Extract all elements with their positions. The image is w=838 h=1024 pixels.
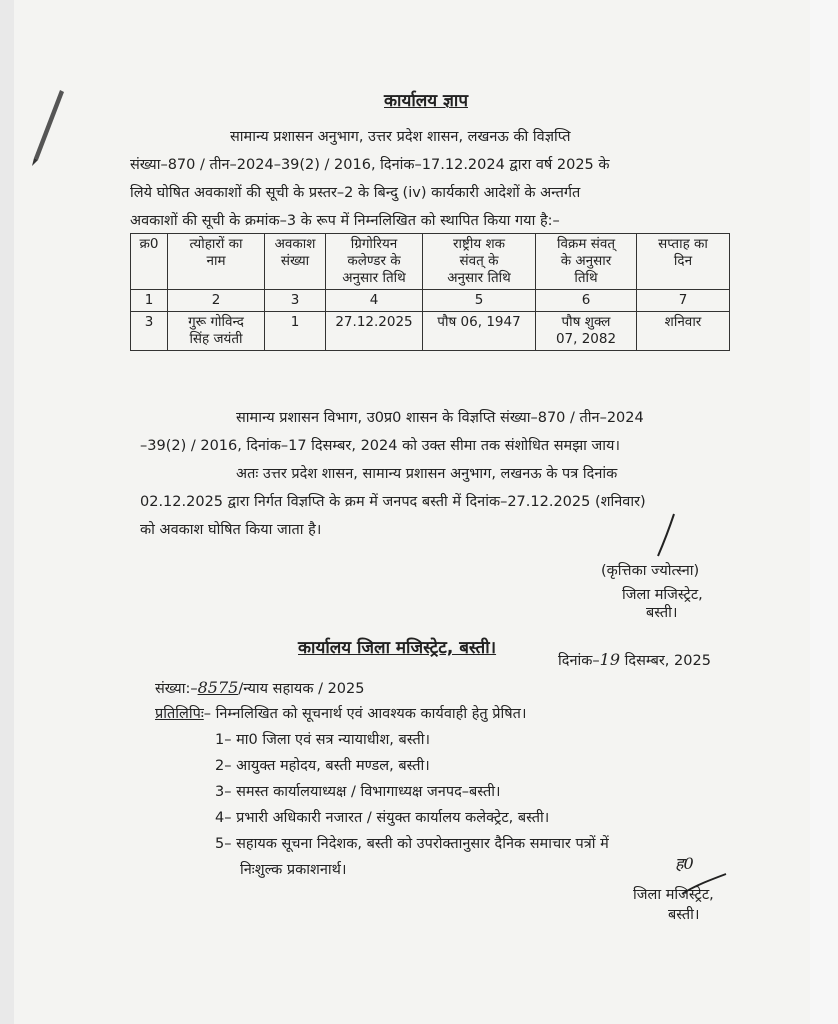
table-header-cell: विक्रम संवत् के अनुसार तिथि xyxy=(536,234,637,290)
holiday-table xyxy=(130,233,730,351)
table-header-cell: राष्ट्रीय शक संवत् के अनुसार तिथि xyxy=(423,234,536,290)
para2-line2: –39(2) / 2016, दिनांक–17 दिसम्बर, 2024 को उक्त सीमा तक संशोधित समझा जाय। xyxy=(140,438,620,454)
table-cell: गुरू गोविन्द सिंह जयंती xyxy=(168,312,265,351)
list-item: 3– समस्त कार्यालयाध्यक्ष / विभागाध्यक्ष जनपद–बस्ती। xyxy=(215,784,501,800)
table-cell: 1 xyxy=(265,312,326,351)
table-cell: पौष शुक्ल 07, 2082 xyxy=(536,312,637,351)
table-header-cell: सप्ताह का दिन xyxy=(637,234,730,290)
list-item: निःशुल्क प्रकाशनार्थ। xyxy=(240,862,347,878)
para1-line1: सामान्य प्रशासन अनुभाग, उत्तर प्रदेश शासन, लखनऊ की विज्ञप्ति xyxy=(230,129,571,145)
signatory-place: बस्ती। xyxy=(646,605,678,621)
signature-initial: ह0 xyxy=(675,854,694,873)
table-header-cell: अवकाश संख्या xyxy=(265,234,326,290)
para1-line3: लिये घोषित अवकाशों की सूची के प्रस्तर–2 के बिन्दु (iv) कार्यकारी आदेशों के अन्तर्गत xyxy=(130,185,581,201)
para1-line2: संख्या–870 / तीन–2024–39(2) / 2016, दिनांक–17.12.2024 द्वारा वर्ष 2025 के xyxy=(130,157,610,173)
table-header-cell: क्र0 xyxy=(131,234,168,290)
table-cell: 7 xyxy=(637,290,730,312)
table-cell: 27.12.2025 xyxy=(326,312,423,351)
para1-line4: अवकाशों की सूची के क्रमांक–3 के रूप में निम्नलिखित को स्थापित किया गया है:– xyxy=(130,213,560,229)
copy-intro: प्रतिलिपिः– निम्नलिखित को सूचनार्थ एवं आवश्यक कार्यवाही हेतु प्रेषित। xyxy=(155,706,527,722)
table-header-cell: त्योहारों का नाम xyxy=(168,234,265,290)
page-margin xyxy=(810,0,838,1024)
table-cell: 2 xyxy=(168,290,265,312)
table-cell: 6 xyxy=(536,290,637,312)
table-header-row xyxy=(131,234,730,290)
table-number-row xyxy=(131,290,730,312)
signature-stroke-icon xyxy=(650,512,680,558)
list-item: 5– सहायक सूचना निदेशक, बस्ती को उपरोक्तानुसार दैनिक समाचार पत्रों में xyxy=(215,836,609,852)
table-row xyxy=(131,312,730,351)
table-header-cell: ग्रिगोरियन कलेण्डर के अनुसार तिथि xyxy=(326,234,423,290)
table-cell: 5 xyxy=(423,290,536,312)
para2-line3: अतः उत्तर प्रदेश शासन, सामान्य प्रशासन अनुभाग, लखनऊ के पत्र दिनांक xyxy=(236,466,618,482)
signatory-place: बस्ती। xyxy=(668,907,700,923)
signatory-title: जिला मजिस्ट्रेट, xyxy=(633,887,714,903)
table-cell: 3 xyxy=(265,290,326,312)
memo-heading: कार्यालय ज्ञाप xyxy=(384,91,468,111)
pen-mark-icon xyxy=(26,88,66,168)
signatory-name: (कृत्तिका ज्योत्स्ना) xyxy=(601,563,700,579)
office-heading: कार्यालय जिला मजिस्ट्रेट, बस्ती। xyxy=(298,638,497,658)
list-item: 4– प्रभारी अधिकारी नजारत / संयुक्त कार्यालय कलेक्ट्रेट, बस्ती। xyxy=(215,810,550,826)
table-cell: शनिवार xyxy=(637,312,730,351)
table-cell: 3 xyxy=(131,312,168,351)
para2-line5: को अवकाश घोषित किया जाता है। xyxy=(140,522,322,538)
table-cell: पौष 06, 1947 xyxy=(423,312,536,351)
reference-number: संख्या:–8575/न्याय सहायक / 2025 xyxy=(155,678,365,697)
table-cell: 1 xyxy=(131,290,168,312)
list-item: 2– आयुक्त महोदय, बस्ती मण्डल, बस्ती। xyxy=(215,758,430,774)
para2-line1: सामान्य प्रशासन विभाग, उ0प्र0 शासन के विज्ञप्ति संख्या–870 / तीन–2024 xyxy=(236,410,644,426)
table-cell: 4 xyxy=(326,290,423,312)
list-item: 1– मा0 जिला एवं सत्र न्यायाधीश, बस्ती। xyxy=(215,732,430,748)
reference-date: दिनांक–19 दिसम्बर, 2025 xyxy=(558,650,711,669)
signatory-title: जिला मजिस्ट्रेट, xyxy=(622,587,703,603)
para2-line4: 02.12.2025 द्वारा निर्गत विज्ञप्ति के क्रम में जनपद बस्ती में दिनांक–27.12.2025 (शनिवार) xyxy=(140,494,646,510)
